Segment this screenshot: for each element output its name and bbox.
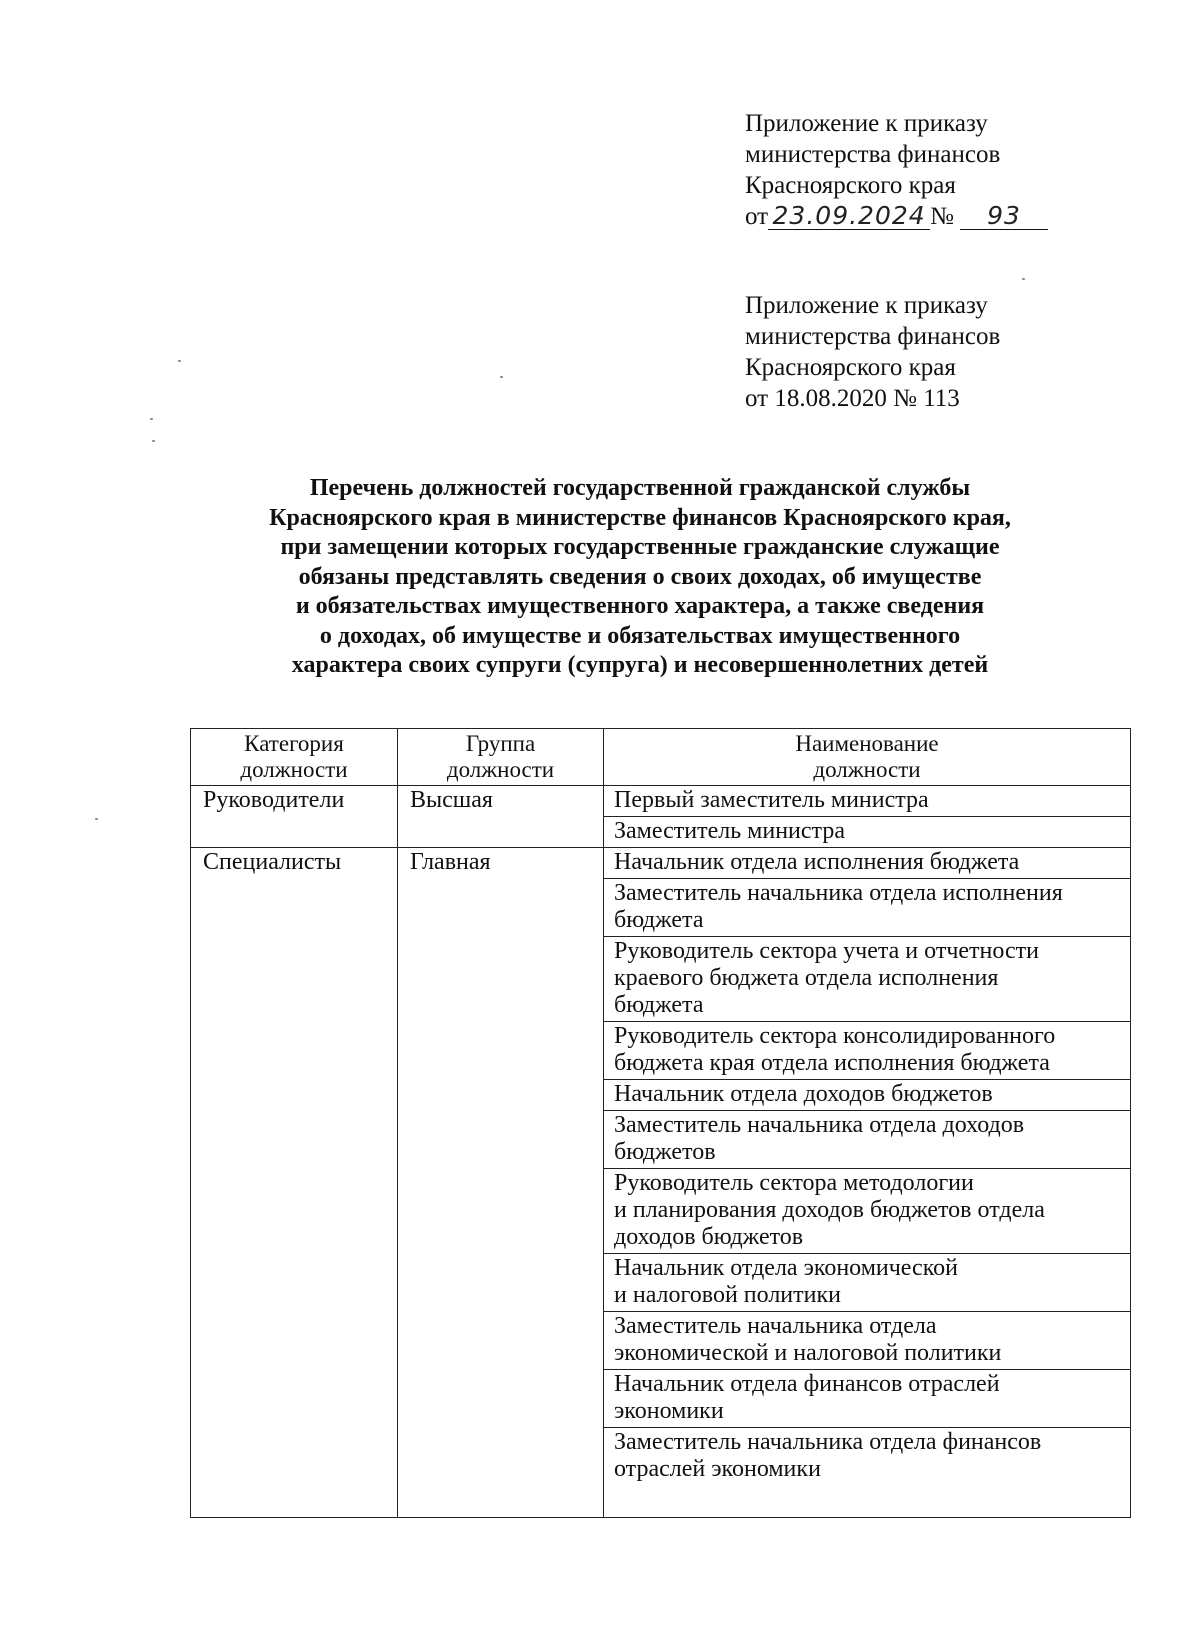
annex-previous-line: министерства финансов — [745, 323, 1001, 350]
header-position-name — [604, 729, 1131, 786]
position-line: Руководитель сектора консолидированного — [614, 1023, 1056, 1049]
annex-current — [745, 108, 1048, 232]
title-line: обязаны представлять сведения о своих доходах, об имуществе — [298, 563, 982, 590]
position-cell — [604, 879, 1131, 937]
header-text: Наименование — [795, 731, 939, 756]
table-row — [191, 848, 1131, 879]
scan-speck — [95, 818, 98, 820]
position-line: отраслей экономики — [614, 1456, 821, 1482]
position-line: и налоговой политики — [614, 1282, 841, 1308]
annex-current-line: Красноярского края — [745, 172, 956, 199]
position-cell — [604, 1254, 1131, 1312]
position-cell — [604, 937, 1131, 1022]
position-cell — [604, 817, 1131, 848]
position-cell — [604, 1428, 1131, 1518]
position-line: бюджетов — [614, 1139, 716, 1165]
position-line: краевого бюджета отдела исполнения — [614, 965, 999, 991]
table-header — [191, 729, 1131, 786]
position-line: бюджета — [614, 907, 704, 933]
position-line: Заместитель начальника отдела — [614, 1313, 937, 1339]
position-line: экономики — [614, 1398, 724, 1424]
header-text: Категория — [244, 731, 344, 756]
category-cell: Руководители — [191, 786, 398, 848]
position-cell — [604, 1022, 1131, 1080]
group-cell: Главная — [398, 848, 604, 1518]
header-group — [398, 729, 604, 786]
scan-speck — [178, 360, 181, 362]
position-line: экономической и налоговой политики — [614, 1340, 1002, 1366]
annex-current-line: Приложение к приказу — [745, 110, 988, 137]
header-text: должности — [446, 757, 555, 782]
position-line: и планирования доходов бюджетов отдела — [614, 1197, 1045, 1223]
scan-speck — [1022, 278, 1025, 280]
position-line: Заместитель начальника отдела доходов — [614, 1112, 1025, 1138]
positions-table — [190, 728, 1131, 1518]
position-line: бюджета края отдела исполнения бюджета — [614, 1050, 1050, 1076]
position-line: Заместитель начальника отдела исполнения — [614, 880, 1063, 906]
annex-previous — [745, 290, 1000, 414]
position-line: Руководитель сектора методологии — [614, 1170, 974, 1196]
position-line: Заместитель министра — [614, 818, 845, 844]
position-cell — [604, 1370, 1131, 1428]
position-cell — [604, 1312, 1131, 1370]
title-line: Перечень должностей государственной гражданской службы — [309, 475, 971, 501]
position-line: Начальник отдела доходов бюджетов — [614, 1081, 993, 1107]
title-line: при замещении которых государственные гражданские служащие — [280, 534, 1000, 560]
handwritten-date: 23.09.2024 — [768, 203, 930, 230]
document-title — [150, 474, 1130, 681]
position-line: Первый заместитель министра — [614, 787, 929, 813]
annex-current-line: министерства финансов — [745, 141, 1001, 168]
scan-speck — [152, 440, 155, 442]
scan-speck — [150, 418, 153, 420]
position-cell — [604, 1169, 1131, 1254]
scan-speck — [500, 376, 503, 378]
annex-previous-line: от 18.08.2020 № 113 — [745, 385, 960, 412]
table-body — [191, 786, 1131, 1518]
header-row — [191, 729, 1131, 786]
position-cell — [604, 1111, 1131, 1169]
position-line: Начальник отдела экономической — [614, 1255, 958, 1281]
annex-previous-line: Приложение к приказу — [745, 292, 988, 319]
title-line: о доходах, об имуществе и обязательствах имущественного — [319, 622, 961, 649]
number-sign: № — [930, 203, 954, 230]
title-line: Красноярского края в министерстве финансов Красноярского края, — [269, 504, 1011, 531]
header-category — [191, 729, 398, 786]
position-line: доходов бюджетов — [614, 1224, 804, 1250]
position-line: Заместитель начальника отдела финансов — [614, 1429, 1042, 1455]
header-text: должности — [813, 757, 921, 782]
position-line: Начальник отдела исполнения бюджета — [614, 849, 1020, 875]
position-cell — [604, 786, 1131, 817]
position-line: бюджета — [614, 992, 704, 1018]
position-line: Начальник отдела финансов отраслей — [614, 1371, 1000, 1397]
table-row — [191, 786, 1131, 817]
header-text: Группа — [465, 731, 536, 756]
category-cell: Специалисты — [191, 848, 398, 1518]
position-cell — [604, 1080, 1131, 1111]
title-line: характера своих супруги (супруга) и несовершеннолетних детей — [291, 652, 989, 678]
header-text: должности — [240, 757, 348, 782]
handwritten-number: 93 — [960, 203, 1048, 230]
title-line: и обязательствах имущественного характера, а также сведения — [295, 593, 985, 619]
position-line: Руководитель сектора учета и отчетности — [614, 938, 1039, 964]
group-cell: Высшая — [398, 786, 604, 848]
position-cell — [604, 848, 1131, 879]
annex-current-date-line — [745, 201, 1048, 232]
date-prefix: от — [745, 203, 769, 230]
annex-previous-line: Красноярского края — [745, 354, 956, 381]
